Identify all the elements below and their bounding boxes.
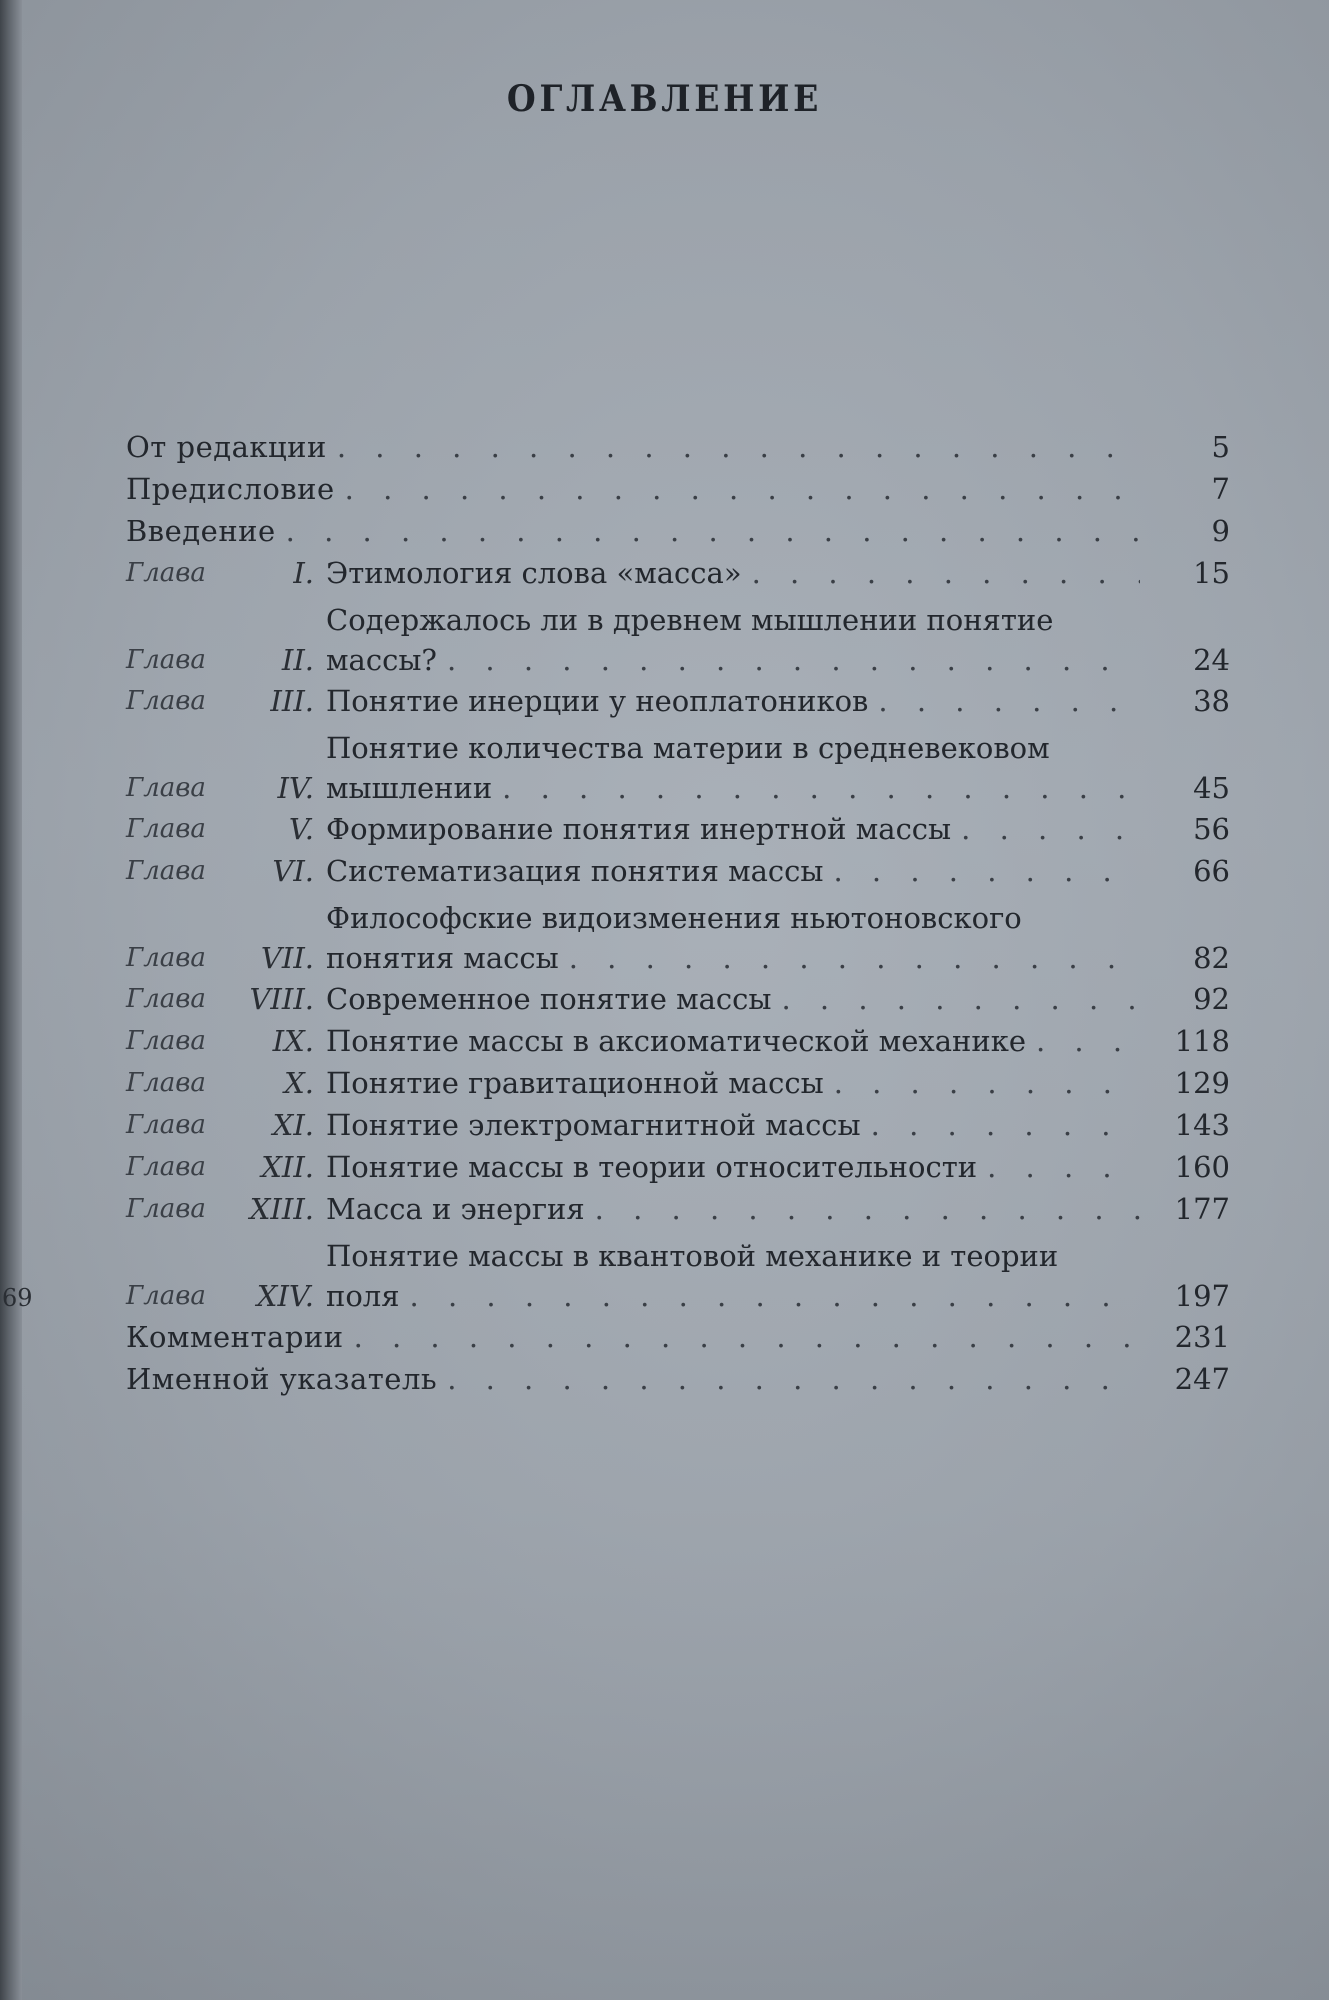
- entry-title-line: Содержалось ли в древнем мышлении понятие: [326, 603, 1054, 637]
- page-number: 160: [1174, 1150, 1230, 1184]
- page-number: 82: [1193, 941, 1230, 975]
- chapter-label: Глава: [126, 856, 206, 886]
- chapter-number: IV.: [277, 771, 314, 805]
- entry-text-block: [326, 898, 1140, 978]
- entry-title-line: Философские видоизменения ньютоновского: [326, 901, 1022, 935]
- table-of-contents: [126, 426, 1230, 1400]
- entry-leader-line: [326, 1146, 1140, 1188]
- toc-chapter-entry: [126, 850, 1230, 892]
- chapter-label: Глава: [126, 773, 206, 803]
- entry-title: Систематизация понятия массы: [326, 854, 824, 888]
- entry-text-block: [326, 552, 1140, 594]
- chapter-number: XI.: [272, 1108, 314, 1142]
- chapter-number: XIV.: [256, 1279, 314, 1313]
- entry-text-block: [126, 1316, 1140, 1358]
- entry-leader-line: [326, 1276, 1140, 1316]
- entry-text-block: [326, 808, 1140, 850]
- page-number: 45: [1193, 771, 1230, 805]
- entry-leader-line: [126, 510, 1140, 552]
- entry-title: Формирование понятия инертной массы: [326, 812, 952, 846]
- chapter-number: II.: [281, 643, 314, 677]
- toc-entry: [126, 426, 1230, 468]
- entry-leader-line: [326, 640, 1140, 680]
- dot-leader: [861, 1104, 1140, 1146]
- chapter-label: Глава: [126, 1281, 206, 1311]
- entry-text-block: [326, 1188, 1140, 1230]
- entry-title: Комментарии: [126, 1320, 344, 1354]
- entry-leader-line: [126, 1316, 1140, 1358]
- entry-title: Понятие массы в теории относительности: [326, 1150, 978, 1184]
- chapter-number: X.: [284, 1066, 314, 1100]
- entry-text-block: [326, 850, 1140, 892]
- entry-leader-line: [326, 978, 1140, 1020]
- entry-leader-line: [126, 468, 1140, 510]
- toc-chapter-entry: [126, 1020, 1230, 1062]
- entry-text-block: [326, 1062, 1140, 1104]
- toc-entry: [126, 1358, 1230, 1400]
- page-number: 9: [1211, 514, 1230, 548]
- side-page-mark: 69: [2, 1282, 33, 1310]
- toc-chapter-entry: [126, 1188, 1230, 1230]
- chapter-label: Глава: [126, 686, 206, 716]
- chapter-label: Глава: [126, 814, 206, 844]
- entry-text-block: [126, 468, 1140, 510]
- entry-text-block: [326, 680, 1140, 722]
- entry-text-block: [326, 1020, 1140, 1062]
- page-number: 66: [1193, 854, 1230, 888]
- entry-leader-line: [326, 1188, 1140, 1230]
- toc-chapter-entry: [126, 552, 1230, 594]
- toc-chapter-entry: [126, 680, 1230, 722]
- entry-leader-line: [326, 552, 1140, 594]
- dot-leader: [1026, 1020, 1140, 1062]
- page-number: 92: [1193, 982, 1230, 1016]
- entry-leader-line: [326, 768, 1140, 808]
- dot-leader: [951, 808, 1140, 850]
- entry-text-block: [326, 600, 1140, 680]
- dot-leader: [742, 552, 1140, 594]
- entry-title-line: Понятие количества материи в средневековом: [326, 731, 1050, 765]
- toc-chapter-entry: [126, 1062, 1230, 1104]
- entry-text-block: [326, 728, 1140, 808]
- entry-text-block: [326, 1104, 1140, 1146]
- dot-leader: [824, 850, 1141, 892]
- entry-text-block: [326, 1236, 1140, 1316]
- toc-chapter-entry: [126, 1146, 1230, 1188]
- entry-leader-line: [326, 1020, 1140, 1062]
- dot-leader: [585, 1188, 1140, 1230]
- chapter-label: Глава: [126, 1110, 206, 1140]
- page-number: 15: [1193, 556, 1230, 590]
- entry-title: понятия массы: [326, 941, 559, 975]
- entry-leader-line: [126, 426, 1140, 468]
- chapter-number: VII.: [260, 941, 314, 975]
- entry-text-block: [126, 426, 1140, 468]
- toc-chapter-entry: [126, 808, 1230, 850]
- dot-leader: [977, 1146, 1140, 1188]
- page-number: 247: [1174, 1362, 1230, 1396]
- chapter-label: Глава: [126, 943, 206, 973]
- page-number: 24: [1193, 643, 1230, 677]
- chapter-number: V.: [288, 812, 314, 846]
- chapter-label: Глава: [126, 558, 206, 588]
- chapter-number: VIII.: [249, 982, 314, 1016]
- page-number: 197: [1174, 1279, 1230, 1313]
- chapter-number: XII.: [261, 1150, 314, 1184]
- entry-title: Современное понятие массы: [326, 982, 772, 1016]
- dot-leader: [772, 978, 1141, 1020]
- dot-leader: [327, 426, 1140, 468]
- toc-chapter-entry: [126, 1230, 1230, 1316]
- entry-text-block: [326, 978, 1140, 1020]
- page-title: ОГЛАВЛЕНИЕ: [506, 78, 823, 120]
- dot-leader: [276, 510, 1140, 552]
- dot-leader: [824, 1062, 1140, 1104]
- dot-leader: [868, 680, 1140, 722]
- toc-entry: [126, 468, 1230, 510]
- entry-title: Понятие гравитационной массы: [326, 1066, 824, 1100]
- chapter-number: VI.: [272, 854, 314, 888]
- entry-title: Понятие массы в аксиоматической механике: [326, 1024, 1026, 1058]
- dot-leader: [400, 1276, 1140, 1316]
- chapter-label: Глава: [126, 645, 206, 675]
- entry-title: массы?: [326, 643, 437, 677]
- entry-leader-line: [326, 1062, 1140, 1104]
- page-number: 38: [1193, 684, 1230, 718]
- entry-text-block: [126, 1358, 1140, 1400]
- entry-leader-line: [326, 808, 1140, 850]
- entry-title: Именной указатель: [126, 1362, 438, 1396]
- entry-title-line: Понятие массы в квантовой механике и теории: [326, 1239, 1059, 1273]
- chapter-label: Глава: [126, 1026, 206, 1056]
- dot-leader: [492, 768, 1140, 808]
- page-number: 143: [1174, 1108, 1230, 1142]
- entry-title: Предисловие: [126, 472, 335, 506]
- page-number: 129: [1174, 1066, 1230, 1100]
- entry-title: Понятие инерции у неоплатоников: [326, 684, 869, 718]
- toc-entry: [126, 1316, 1230, 1358]
- entry-title: Введение: [126, 514, 276, 548]
- entry-leader-line: [326, 680, 1140, 722]
- entry-leader-line: [326, 938, 1140, 978]
- entry-title: Масса и энергия: [326, 1192, 585, 1226]
- page-number: 177: [1174, 1192, 1230, 1226]
- dot-leader: [437, 1358, 1140, 1400]
- entry-title: От редакции: [126, 430, 327, 464]
- entry-leader-line: [126, 1358, 1140, 1400]
- toc-entry: [126, 510, 1230, 552]
- toc-chapter-entry: [126, 978, 1230, 1020]
- entry-text-block: [126, 510, 1140, 552]
- chapter-number: I.: [293, 556, 314, 590]
- chapter-label: Глава: [126, 1068, 206, 1098]
- toc-chapter-entry: [126, 722, 1230, 808]
- toc-chapter-entry: [126, 892, 1230, 978]
- chapter-number: XIII.: [249, 1192, 314, 1226]
- chapter-number: III.: [270, 684, 314, 718]
- toc-chapter-entry: [126, 594, 1230, 680]
- entry-text-block: [326, 1146, 1140, 1188]
- toc-chapter-entry: [126, 1104, 1230, 1146]
- entry-title: поля: [326, 1279, 400, 1313]
- chapter-label: Глава: [126, 1194, 206, 1224]
- chapter-number: IX.: [272, 1024, 314, 1058]
- dot-leader: [437, 640, 1140, 680]
- book-spine-shadow: [0, 0, 22, 2000]
- page-number: 5: [1211, 430, 1230, 464]
- entry-title: Понятие электромагнитной массы: [326, 1108, 861, 1142]
- page-number: 231: [1174, 1320, 1230, 1354]
- dot-leader: [344, 1316, 1140, 1358]
- chapter-label: Глава: [126, 1152, 206, 1182]
- dot-leader: [559, 938, 1140, 978]
- entry-title: мышлении: [326, 771, 493, 805]
- entry-leader-line: [326, 1104, 1140, 1146]
- dot-leader: [335, 468, 1140, 510]
- entry-leader-line: [326, 850, 1140, 892]
- page-number: 118: [1174, 1024, 1230, 1058]
- entry-title: Этимология слова «масса»: [326, 556, 742, 590]
- page-number: 7: [1211, 472, 1230, 506]
- chapter-label: Глава: [126, 984, 206, 1014]
- page-number: 56: [1193, 812, 1230, 846]
